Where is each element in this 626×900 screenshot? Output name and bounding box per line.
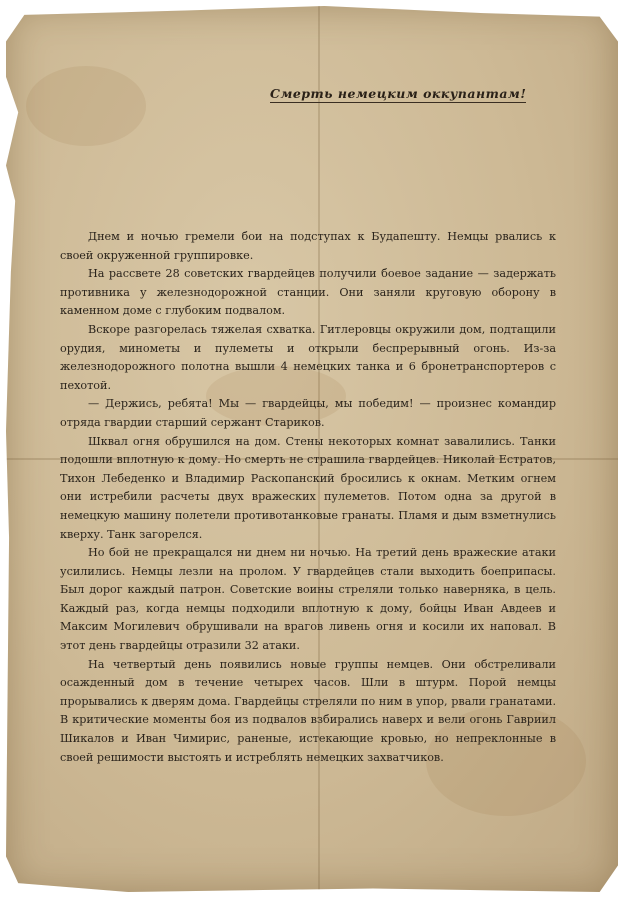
paragraph: На рассвете 28 советских гвардейцев получили боевое задание — задержать противника у железнодорожной станции. Они заняли круговую оборону в каменном доме с глубоким подвалом. bbox=[60, 267, 556, 318]
leaflet-body-text bbox=[60, 228, 556, 767]
paragraph: Вскоре разгорелась тяжелая схватка. Гитлеровцы окружили дом, подтащили орудия, минометы и пулеметы и открыли беспрерывный огонь. Из-за железнодорожного полотна вышли 4 немецких танка и 6 бронетранспортеров с пехотой. bbox=[60, 322, 556, 392]
paragraph: Шквал огня обрушился на дом. Стены некоторых комнат завалились. Танки подошли вплотную к дому. Но смерть не страшила гвардейцев. Николай Естратов, Тихон Лебеденко и Владимир Раскопанский бросились к окнам. Метким огнем они истребили расчеты двух вражеских пулеметов. Потом одна за другой в немецкую машину полетели противотанковые гранаты. Пламя и дым взметнулись кверху. Танк загорелся. bbox=[60, 434, 556, 541]
slogan-heading: Смерть немецким оккупантам! bbox=[270, 86, 527, 101]
paragraph: — Держись, ребята! Мы — гвардейцы, мы победим! — произнес командир отряда гвардии старший сержант Стариков. bbox=[60, 397, 556, 429]
paragraph: Днем и ночью гремели бои на подступах к Будапешту. Немцы рвались к своей окруженной группировке. bbox=[60, 230, 556, 262]
paragraph: На четвертый день появились новые группы немцев. Они обстреливали осажденный дом в течение четырех часов. Шли в штурм. Порой немцы прорывались к дверям дома. Гвардейцы стреляли по ним в упор, рвали гранатами. В критические моменты боя из подвалов взбирались наверх и вели огонь Гавриил Шикалов и Иван Чимирис, раненые, истекающие кровью, но непреклонные в своей решимости выстоять и истреблять немецких захватчиков. bbox=[60, 657, 556, 764]
paragraph: Но бой не прекращался ни днем ни ночью. На третий день вражеские атаки усилились. Немцы лезли на пролом. У гвардейцев стали выходить боеприпасы. Был дорог каждый патрон. Советские воины стреляли только наверняка, в цель. Каждый раз, когда немцы подходили вплотную к дому, бойцы Иван Авдеев и Максим Могилевич обрушивали на врагов ливень огня и косили их наповал. В этот день гвардейцы отразили 32 атаки. bbox=[60, 546, 556, 653]
paper-stain bbox=[26, 66, 146, 146]
